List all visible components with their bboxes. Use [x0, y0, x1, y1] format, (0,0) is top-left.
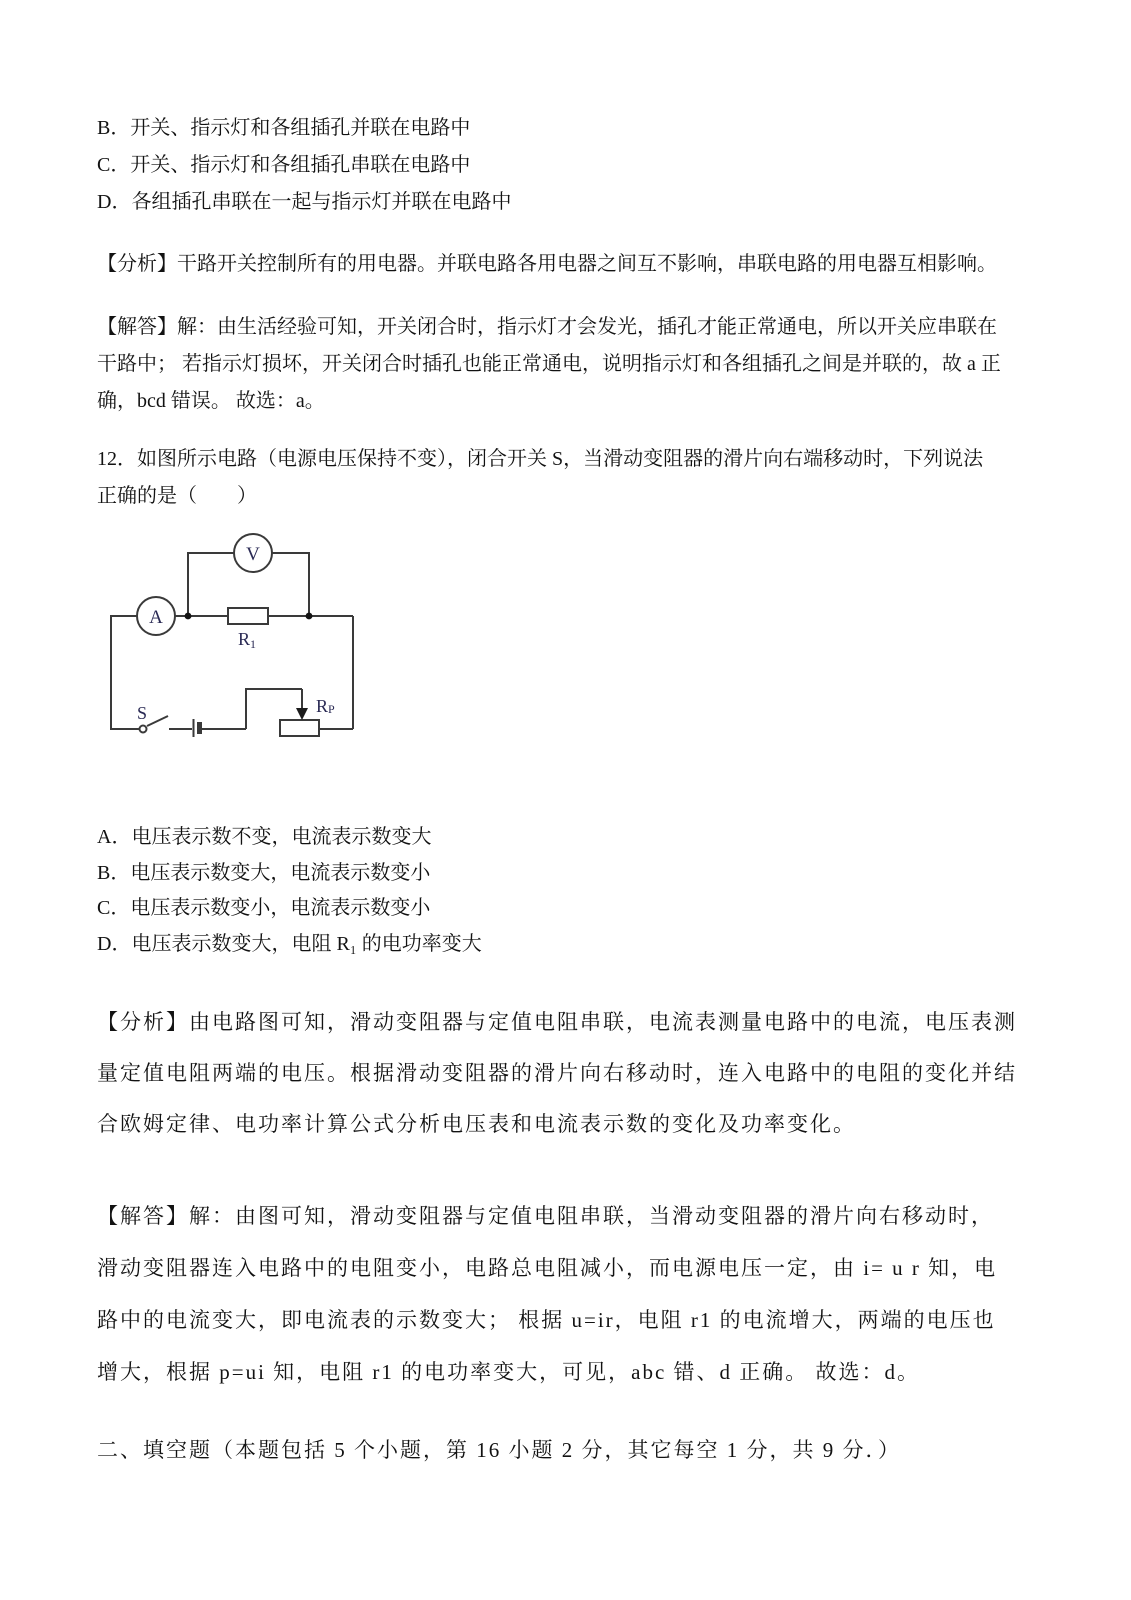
- question-12-answer: [97, 1190, 1037, 1398]
- question-12-option-d: D．电压表示数变大，电阻 R₁ 的电功率变大: [97, 932, 482, 955]
- question-12-option-c: C．电压表示数变小，电流表示数变小: [97, 897, 431, 920]
- switch-label: S: [136, 703, 148, 723]
- junction-dot-right: [306, 613, 313, 620]
- question-12-analysis: [97, 997, 1037, 1150]
- question-11-answer: [97, 309, 1037, 420]
- question-12-option-a: A．电压表示数不变，电流表示数变大: [97, 826, 432, 848]
- answer-line: 滑动变阻器连入电路中的电阻变小，电路总电阻减小，而电源电压一定，由 i= u r 知，电: [97, 1256, 998, 1280]
- answer-line: 路中的电流变大，即电流表的示数变大； 根据 u=ir，电阻 r1 的电流增大，两端的电压也: [97, 1308, 996, 1332]
- circuit-diagram: [105, 520, 375, 755]
- fill-in-blank-section-header: [97, 1434, 1037, 1466]
- question-12-stem: [97, 441, 1037, 515]
- question-11-option-d: D．各组插孔串联在一起与指示灯并联在电路中: [97, 191, 512, 213]
- wire-voltmeter-right: [272, 553, 309, 616]
- analysis-line: 【分析】由电路图可知，滑动变阻器与定值电阻串联，电流表测量电路中的电流，电压表测: [97, 1010, 1017, 1034]
- ammeter-label: A: [149, 607, 163, 628]
- question-11-option-b: B．开关、指示灯和各组插孔并联在电路中: [97, 117, 471, 139]
- analysis-text: 【分析】干路开关控制所有的用电器。并联电路各用电器之间互不影响，串联电路的用电器互相影响。: [97, 253, 997, 275]
- question-11-analysis: [97, 246, 1037, 283]
- analysis-line: 量定值电阻两端的电压。根据滑动变阻器的滑片向右移动时，连入电路中的电阻的变化并结: [97, 1061, 1017, 1085]
- stem-line: 正确的是（ ）: [97, 485, 257, 507]
- resistor-r1-symbol: [228, 608, 268, 624]
- voltmeter-label: V: [246, 544, 260, 565]
- question-11-option-c: C．开关、指示灯和各组插孔串联在电路中: [97, 154, 471, 176]
- slider-arrow-head: [296, 708, 308, 720]
- question-12-options: [97, 820, 1037, 962]
- answer-line: 确，bcd 错误。 故选：a。: [97, 390, 325, 412]
- question-11-options: [97, 110, 1037, 221]
- resistor-r1-label: R1: [238, 629, 257, 651]
- junction-dot-left: [185, 613, 192, 620]
- answer-line: 【解答】解：由图可知，滑动变阻器与定值电阻串联，当滑动变阻器的滑片向右移动时，: [97, 1204, 994, 1228]
- answer-line: 【解答】解：由生活经验可知，开关闭合时，指示灯才会发光，插孔才能正常通电，所以开关应串联在: [97, 316, 997, 338]
- answer-line: 干路中； 若指示灯损坏，开关闭合时插孔也能正常通电，说明指示灯和各组插孔之间是并联的，故 a 正: [97, 353, 1001, 375]
- analysis-line: 合欧姆定律、电功率计算公式分析电压表和电流表示数的变化及功率变化。: [97, 1112, 856, 1136]
- wire-voltmeter-left: [188, 553, 234, 616]
- question-12-option-b: B．电压表示数变大，电流表示数变小: [97, 861, 431, 884]
- rheostat-rp-label: RP: [316, 696, 335, 716]
- section-title: 二、填空题（本题包括 5 个小题，第 16 小题 2 分，其它每空 1 分，共 9 分．）: [97, 1438, 901, 1462]
- switch-pivot: [140, 726, 147, 733]
- rheostat-rp-symbol: [280, 720, 319, 736]
- answer-line: 增大，根据 p=ui 知，电阻 r1 的电功率变大，可见，abc 错、d 正确。 故选：d。: [97, 1360, 921, 1384]
- wire-left: [111, 616, 139, 729]
- stem-line: 12．如图所示电路（电源电压保持不变），闭合开关 S，当滑动变阻器的滑片向右端移动时，下列说法: [97, 448, 984, 470]
- switch-lever: [147, 716, 168, 726]
